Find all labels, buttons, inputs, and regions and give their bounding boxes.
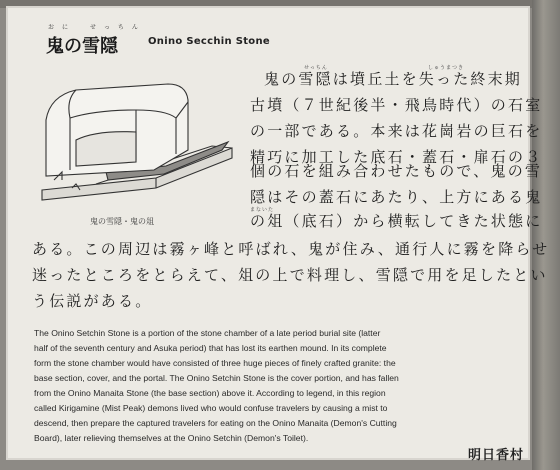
stone-illustration (36, 80, 234, 208)
english-line: The Onino Setchin Stone is a portion of the stone chamber of a late period burial site (latter (34, 328, 381, 338)
title-english: Onino Secchin Stone (148, 36, 270, 47)
japanese-line: 隠はその蓋石にあたり、上方にある鬼 (250, 188, 543, 206)
japanese-line: う伝説がある。 (32, 292, 153, 310)
english-line: half of the seventh century and Asuka period) that has lost its earthen mound. In its complete (34, 343, 387, 353)
english-line: form the stone chamber would have consisted of three huge pieces of finely crafted granite: the (34, 358, 396, 368)
japanese-line: 鬼の雪隠は墳丘土を失った終末期 (264, 70, 523, 88)
english-text (34, 326, 514, 446)
english-line: descend, then prepare the captured travelers for eating on the Onino Manaita (Demon's Cutting (34, 418, 397, 428)
english-line: base section, cover, and the portal. The Onino Setchin Stone is the cover portion, and has fallen (34, 373, 399, 383)
title-ruby: おに せっちん (48, 24, 146, 31)
japanese-line: 古墳（７世紀後半・飛鳥時代）の石室 (250, 96, 543, 114)
japanese-line: 迷ったところをとらえて、俎の上で料理し、雪隠で用を足したとい (32, 266, 548, 284)
japanese-line: 個の石を組み合わせたもので、鬼の雪 (250, 162, 543, 180)
ruby-setchin: せっちん (304, 65, 328, 71)
ruby-manaita: まないた (250, 207, 275, 213)
japanese-line: ある。この周辺は霧ヶ峰と呼ばれ、鬼が住み、通行人に霧を降らせ (32, 240, 550, 258)
sign-board (6, 6, 550, 463)
ruby-shumatsuki: しゅうまつき (428, 65, 465, 71)
illustration-caption: 鬼の雪隠・鬼の俎 (90, 217, 154, 226)
japanese-line: の俎（底石）から横転してきた状態に (250, 212, 543, 230)
english-line: Board), later relieving themselves at the Onino Setchin (Demon's Toilet). (34, 433, 309, 443)
japanese-line: 精巧に加工した底石・蓋石・扉石の３ (250, 148, 543, 166)
title-japanese: 鬼の雪隠 (46, 36, 118, 57)
english-line: called Kirigamine (Mist Peak) demons lived who would confuse travelers by causing a mist to (34, 403, 388, 413)
post-edge (532, 0, 560, 470)
signature-asuka-village: 明日香村 (468, 448, 525, 463)
japanese-line: の一部である。本来は花崗岩の巨石を (250, 122, 543, 140)
english-line: from the Onino Manaita Stone (the base section) above it. According to legend, in this region (34, 388, 386, 398)
